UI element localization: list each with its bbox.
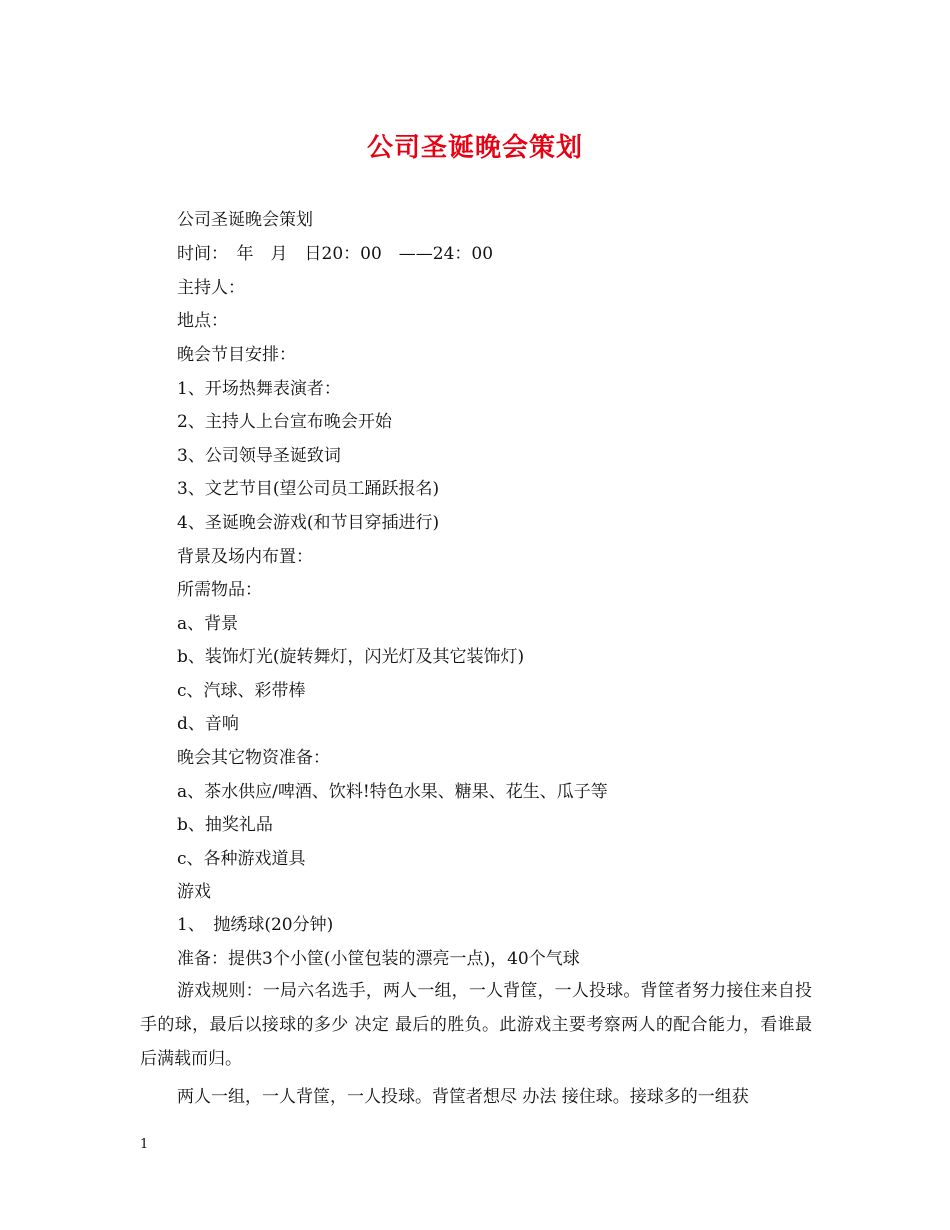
text-line: c、汽球、彩带棒 (177, 681, 306, 701)
text-line: 主持人： (177, 278, 245, 298)
text-line: 2、主持人上台宣布晚会开始 (177, 412, 392, 432)
text-line: d、音响 (177, 714, 239, 734)
text-line: 背景及场内布置： (177, 547, 313, 567)
paragraph: 两人一组，一人背筐，一人投球。背筐者想尽 办法 接住球。接球多的一组获 (177, 1087, 749, 1107)
text-line: a、茶水供应/啤酒、饮料!特色水果、糖果、花生、瓜子等 (177, 782, 608, 802)
text-line: 晚会其它物资准备： (177, 748, 330, 768)
text-line: 4、圣诞晚会游戏(和节目穿插进行) (177, 513, 440, 533)
text-line: a、背景 (177, 614, 239, 634)
page-title: 公司圣诞晚会策划 (366, 133, 583, 163)
text-line: 游戏 (177, 882, 211, 902)
text-line: 3、公司领导圣诞致词 (177, 446, 341, 466)
text-line: 地点： (177, 311, 228, 331)
text-line: 晚会节目安排： (177, 345, 296, 365)
text-line: 所需物品： (177, 580, 262, 600)
text-line: 3、文艺节目(望公司员工踊跃报名) (177, 479, 440, 499)
text-line: 时间： 年 月 日20：00 ——24：00 (177, 244, 494, 264)
text-line: b、抽奖礼品 (177, 815, 273, 835)
text-line: 准备：提供3个小筐(小筐包装的漂亮一点)，40个气球 (177, 949, 580, 969)
text-line: c、各种游戏道具 (177, 849, 306, 869)
page-number: 1 (140, 1137, 149, 1152)
paragraph: 游戏规则：一局六名选手，两人一组，一人背筐，一人投球。背筐者努力接住来自投手的球，最后以接球的多少 决定 最后的胜负。此游戏主要考察两人的配合能力，看谁最后满载而归。 (140, 981, 812, 1069)
text-line: 公司圣诞晚会策划 (177, 210, 313, 230)
text-line: b、装饰灯光(旋转舞灯，闪光灯及其它装饰灯) (177, 647, 525, 667)
text-line: 1、开场热舞表演者： (177, 379, 341, 399)
text-line: 1、 抛绣球(20分钟) (177, 915, 334, 935)
